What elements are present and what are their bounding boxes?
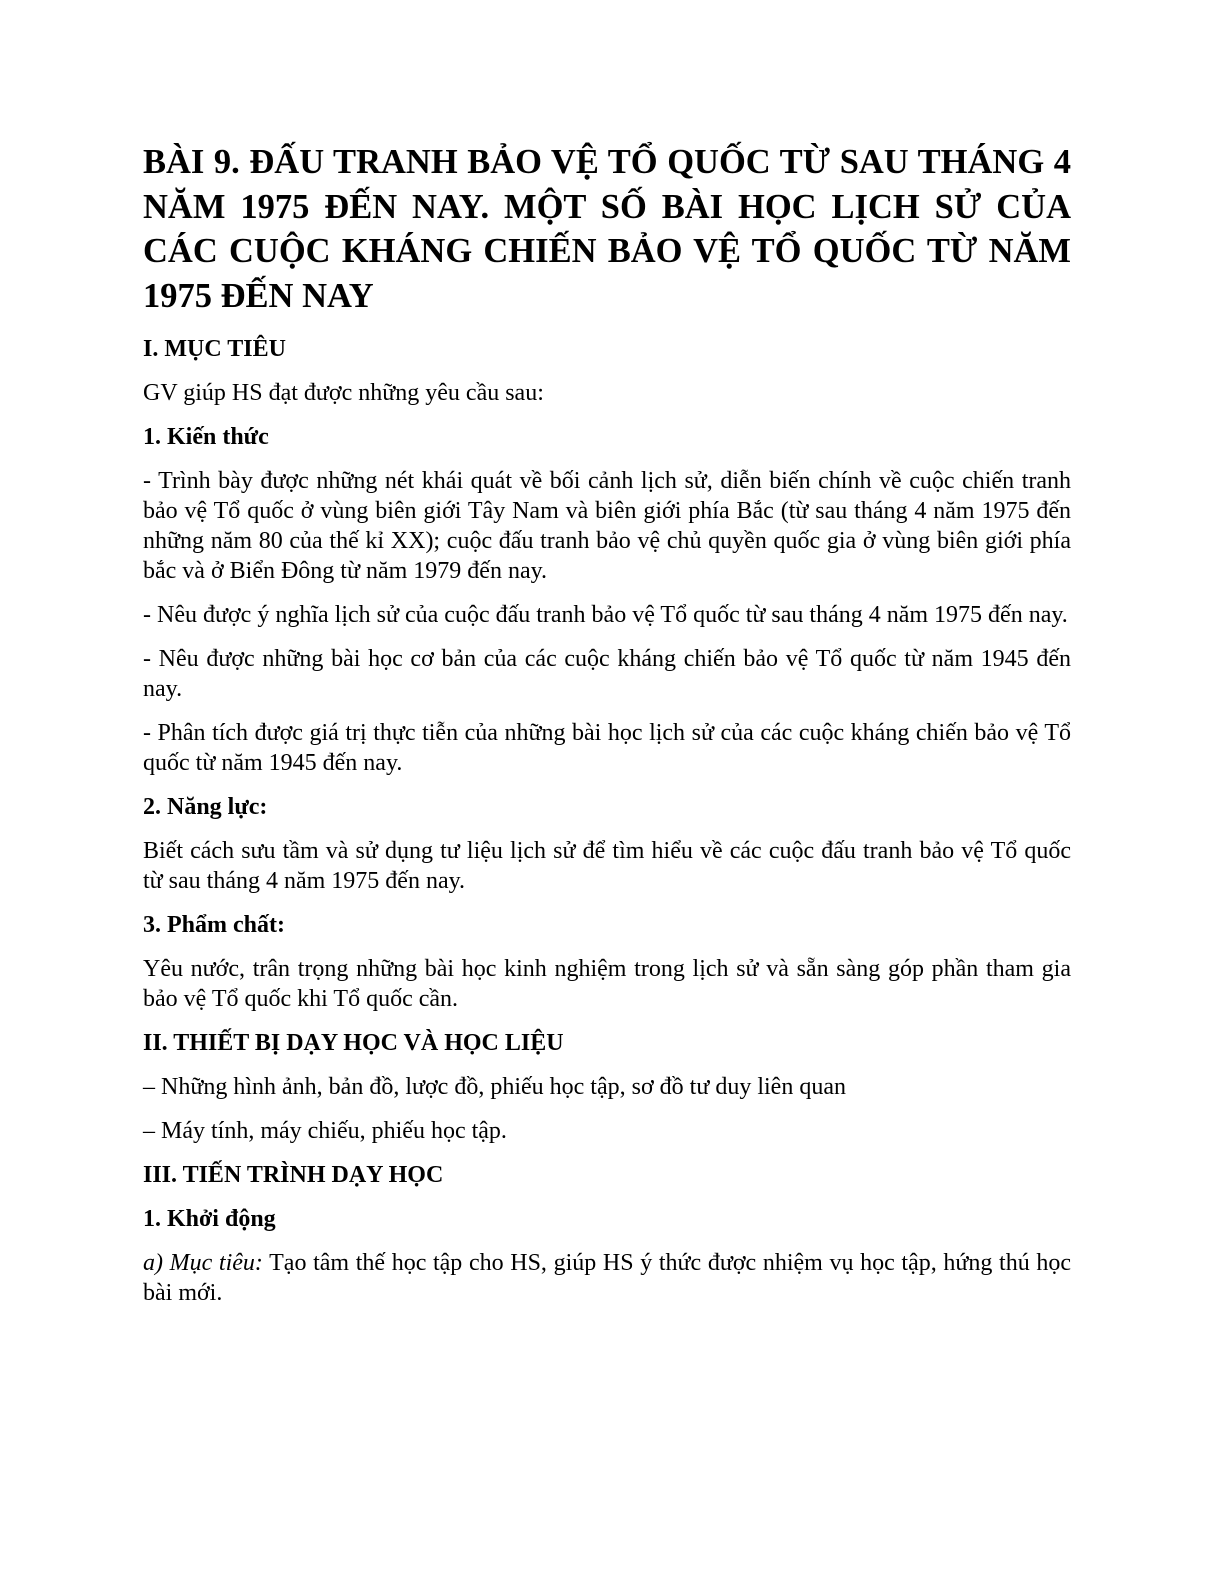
document-page	[143, 140, 1071, 1322]
objectives-intro: GV giúp HS đạt được những yêu cầu sau:	[143, 380, 544, 406]
quality-heading: 3. Phẩm chất:	[143, 912, 285, 938]
objective-text: Tạo tâm thế học tập cho HS, giúp HS ý thức được nhiệm vụ học tập, hứng thú học bài mới.	[143, 1250, 1072, 1306]
equipment-item: – Máy tính, máy chiếu, phiếu học tập.	[143, 1118, 507, 1144]
knowledge-item: - Nêu được những bài học cơ bản của các cuộc kháng chiến bảo vệ Tổ quốc từ năm 1945 đến nay.	[143, 646, 1071, 702]
quality-text: Yêu nước, trân trọng những bài học kinh nghiệm trong lịch sử và sẵn sàng góp phần tham gia bảo vệ Tổ quốc khi Tổ quốc cần.	[143, 956, 1071, 1012]
section-heading-equipment: II. THIẾT BỊ DẠY HỌC VÀ HỌC LIỆU	[143, 1030, 564, 1056]
knowledge-item: - Nêu được ý nghĩa lịch sử của cuộc đấu tranh bảo vệ Tổ quốc từ sau tháng 4 năm 1975 đến nay.	[143, 602, 1068, 628]
warmup-objective	[143, 1248, 1071, 1308]
knowledge-item: - Phân tích được giá trị thực tiễn của những bài học lịch sử của các cuộc kháng chiến bảo vệ Tổ quốc từ năm 1945 đến nay.	[143, 720, 1071, 776]
competence-text: Biết cách sưu tầm và sử dụng tư liệu lịch sử để tìm hiểu về các cuộc đấu tranh bảo vệ Tổ quốc từ sau tháng 4 năm 1975 đến nay.	[143, 838, 1071, 894]
competence-heading: 2. Năng lực:	[143, 794, 268, 820]
knowledge-heading: 1. Kiến thức	[143, 424, 269, 450]
section-heading-objectives: I. MỤC TIÊU	[143, 336, 286, 362]
section-heading-process: III. TIẾN TRÌNH DẠY HỌC	[143, 1162, 444, 1188]
objective-label: a) Mục tiêu:	[143, 1250, 263, 1276]
equipment-item: – Những hình ảnh, bản đồ, lược đồ, phiếu học tập, sơ đồ tư duy liên quan	[143, 1074, 846, 1100]
warmup-heading: 1. Khởi động	[143, 1206, 276, 1232]
lesson-title: BÀI 9. ĐẤU TRANH BẢO VỆ TỔ QUỐC TỪ SAU THÁNG 4 NĂM 1975 ĐẾN NAY. MỘT SỐ BÀI HỌC LỊCH SỬ CỦA CÁC CUỘC KHÁNG CHIẾN BẢO VỆ TỔ QUỐC TỪ NĂM 1975 ĐẾN NAY	[143, 143, 1071, 315]
knowledge-item: - Trình bày được những nét khái quát về bối cảnh lịch sử, diễn biến chính về cuộc chiến tranh bảo vệ Tổ quốc ở vùng biên giới Tây Nam và biên giới phía Bắc (từ sau tháng 4 năm 1975 đến những năm 80 của thế kỉ XX); cuộc đấu tranh bảo vệ chủ quyền quốc gia ở vùng biên giới phía bắc và ở Biển Đông từ năm 1979 đến nay.	[143, 468, 1071, 584]
